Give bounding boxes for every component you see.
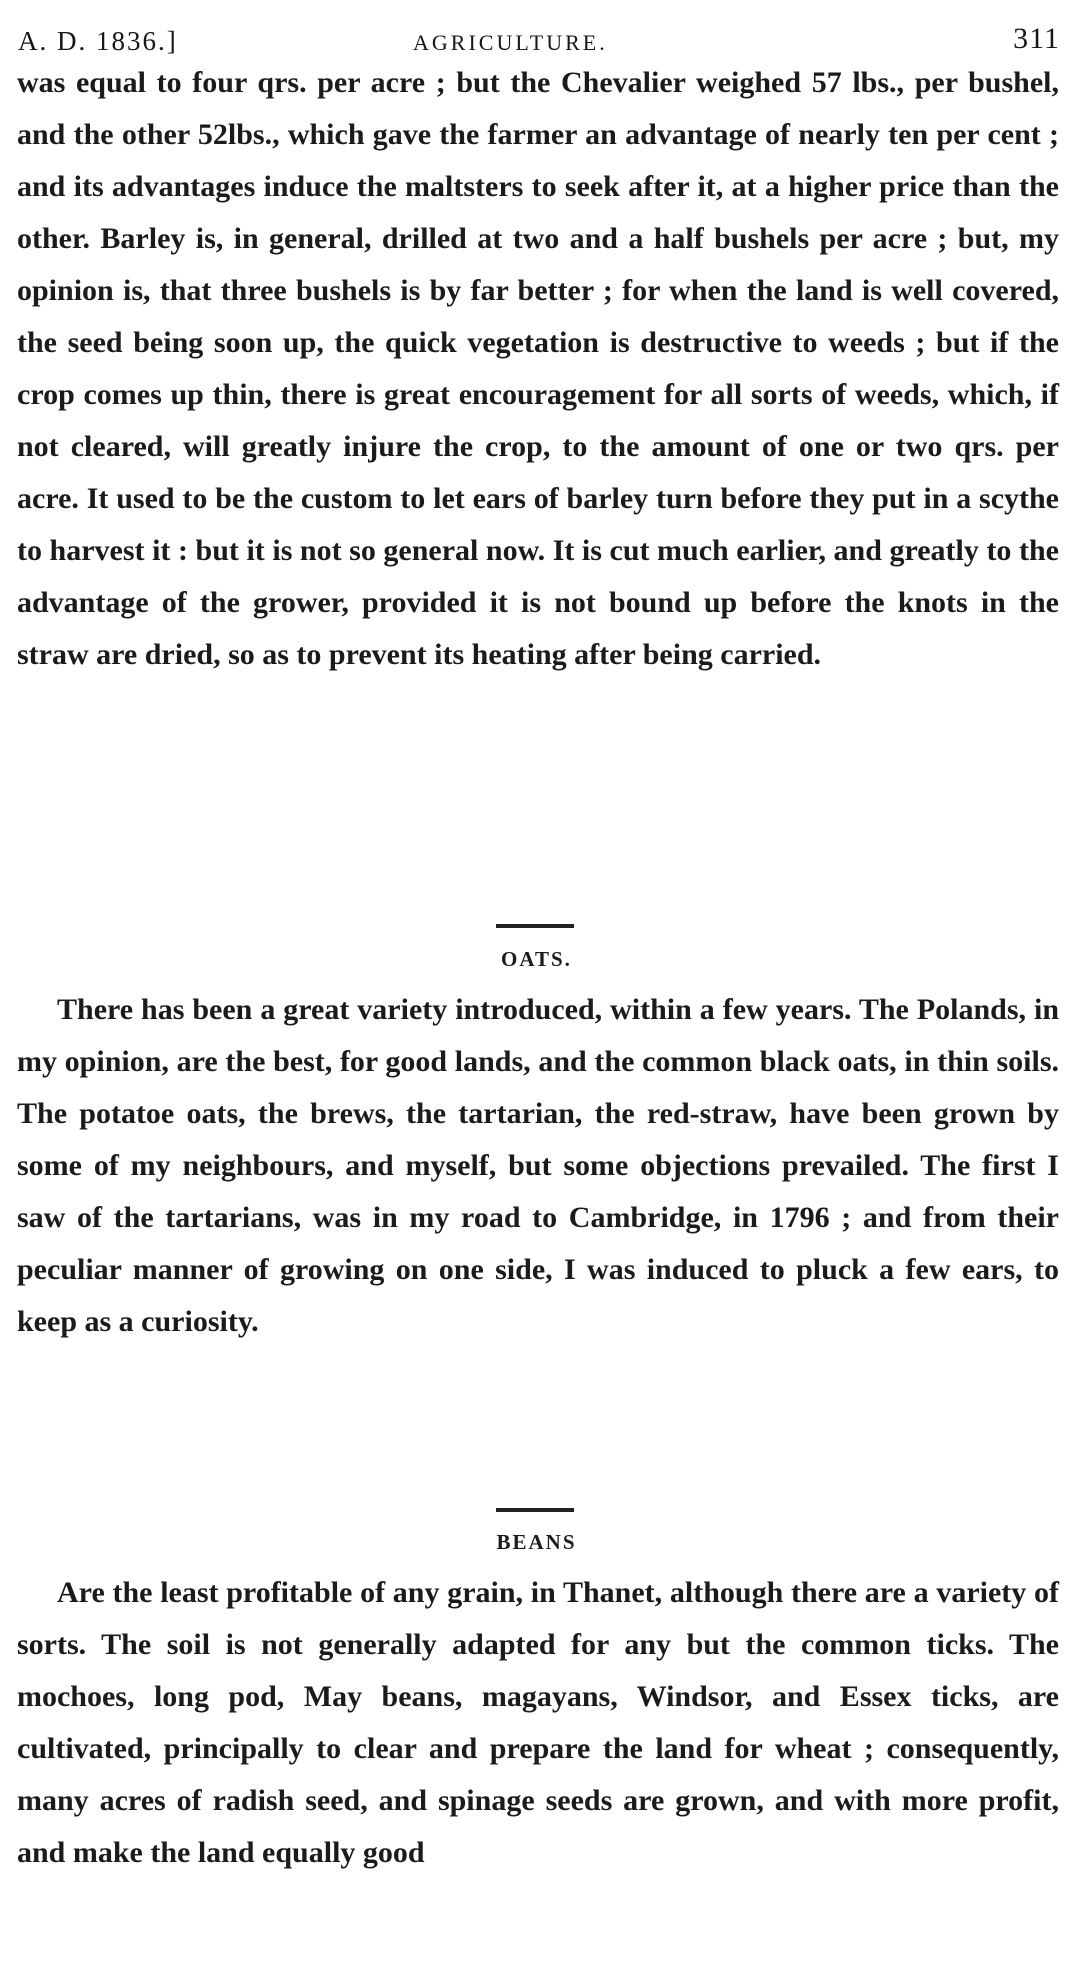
oats-paragraph: There has been a great variety introduced, within a few years. The Polands, in my opinion, are the best, for good lands, and the common black oats, in thin soils. The potatoe oats, the brews, the tartarian, the red-straw, have been grown by some of my neighbours, and myself, but some objections prevailed. The first I saw of the tartarians, was in my road to Cambridge, in 1796 ; and from their peculiar manner of growing on one side, I was induced to pluck a few ears, to keep as a curiosity. xyxy=(17,993,1059,1338)
oats-heading: OATS. xyxy=(501,947,572,971)
beans-heading: BEANS xyxy=(496,1530,577,1554)
section-divider-rule xyxy=(496,924,574,928)
page-number: 311 xyxy=(1013,22,1060,55)
running-head-date: A. D. 1836.] xyxy=(18,26,178,56)
oats-section xyxy=(17,984,1059,1348)
beans-section xyxy=(17,1567,1059,1879)
beans-paragraph: Are the least profitable of any grain, in Thanet, although there are a variety of sorts. The soil is not generally adapted for any but the common ticks. The mochoes, long pod, May beans, magayans, Windsor, and Essex ticks, are cultivated, principally to clear and prepare the land for wheat ; consequently, many acres of radish seed, and spinage seeds are grown, and with more profit, and make the land equally good xyxy=(17,1576,1059,1869)
running-head xyxy=(18,20,1060,60)
section-divider-rule xyxy=(496,1508,574,1512)
barley-paragraph: was equal to four qrs. per acre ; but the Chevalier weighed 57 lbs., per bushel, and the other 52lbs., which gave the farmer an advantage of nearly ten per cent ; and its advantages induce the maltsters to seek after it, at a higher price than the other. Barley is, in general, drilled at two and a half bushels per acre ; but, my opinion is, that three bushels is by far better ; for when the land is well covered, the seed being soon up, the quick vegetation is destructive to weeds ; but if the crop comes up thin, there is great encouragement for all sorts of weeds, which, if not cleared, will greatly injure the crop, to the amount of one or two qrs. per acre. It used to be the custom to let ears of barley turn before they put in a scythe to harvest it : but it is not so general now. It is cut much earlier, and greatly to the advantage of the grower, provided it is not bound up before the knots in the straw are dried, so as to prevent its heating after being carried. xyxy=(17,66,1059,671)
barley-section-continuation xyxy=(17,57,1059,681)
running-head-title: AGRICULTURE. xyxy=(413,30,608,55)
